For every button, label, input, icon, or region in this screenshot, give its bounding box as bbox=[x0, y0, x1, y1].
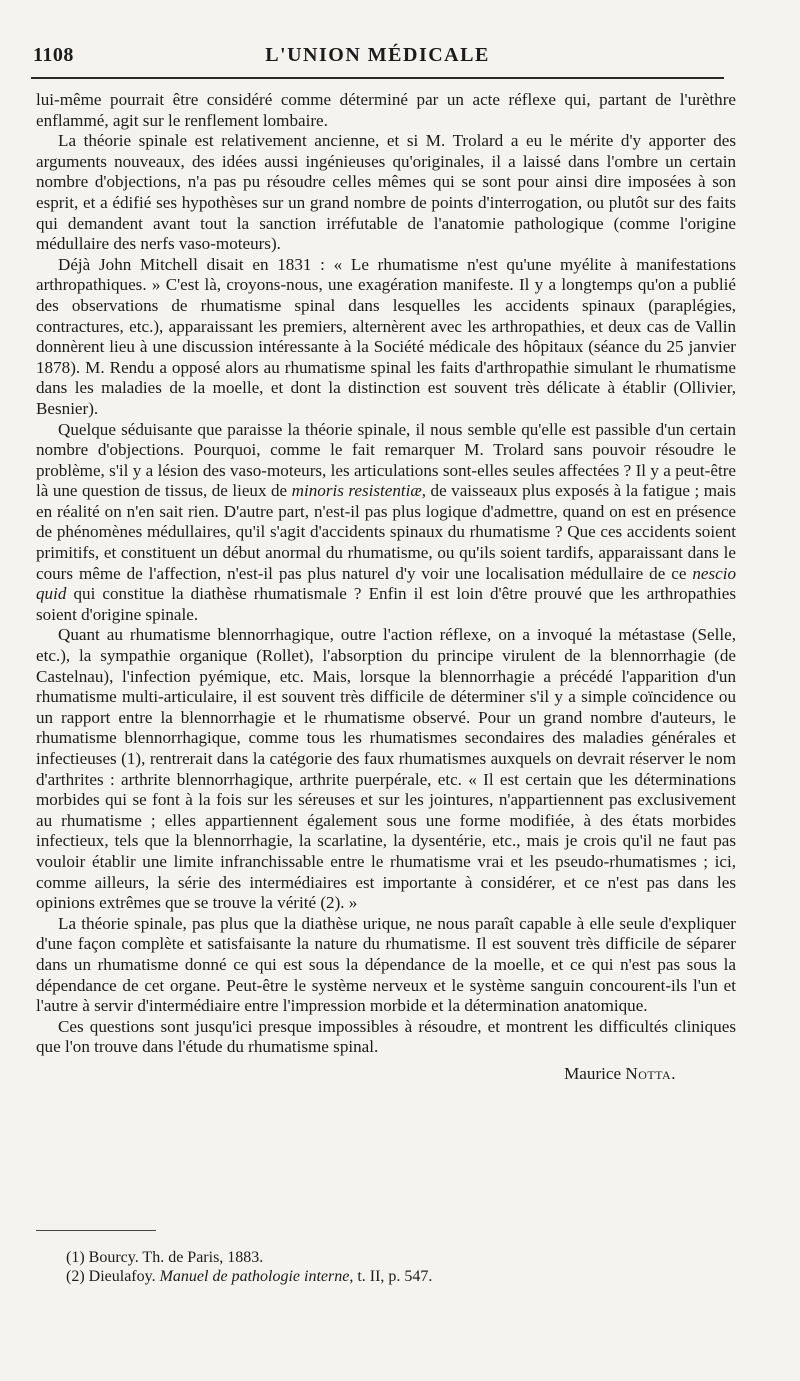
paragraph-3-part-2: , de vaisseaux plus exposés à la fatigue ; mais en réalité on n'en sait rien. D'autre part, n'est-il pas plus logique d'admettre, quand on est en présence de phénomènes médullaires, qu'il s'agit d'accidents spinaux du rhumatisme ? Que ces accidents soient primitifs, et constituent un début anormal du rhumatisme, ou qu'ils soient tardifs, apparaissant dans le cours même de l'affection, n'est-il pas plus naturel d'y voir une localisation médullaire de ce bbox=[36, 481, 736, 583]
signature-first-name: Maurice bbox=[564, 1063, 622, 1083]
paragraph-6: Ces questions sont jusqu'ici presque impossibles à résoudre, et montrent les difficultés cliniques que l'on trouve dans l'étude du rhumatisme spinal. bbox=[36, 1016, 736, 1057]
footnotes bbox=[66, 1248, 726, 1286]
paragraph-1: La théorie spinale est relativement ancienne, et si M. Trolard a eu le mérite d'y apporter des arguments nouveaux, des idées aussi ingénieuses qu'originales, il a laissé dans l'ombre un certain nombre d'objections, n'a pas pu résoudre celles mêmes qui se sont pour ainsi dire imposées à son esprit, et a édifié ses hypothèses sur un grand nombre de points d'interrogation, ou plutôt sur des faits qui demandent avant tout la sanction irréfutable de l'anatomie pathologique (comme l'origine médullaire des nerfs vaso-moteurs). bbox=[36, 131, 736, 254]
latin-phrase-minoris: minoris resistentiæ bbox=[291, 481, 422, 501]
paragraph-5: La théorie spinale, pas plus que la diathèse urique, ne nous paraît capable à elle seule d'expliquer d'une façon complète et satisfaisante la nature du rhumatisme. Il est souvent très difficile de séparer dans un rhumatisme donné ce qui est sous la dépendance de la moelle, et ce qui n'est pas sous la dépendance de cet organe. Peut-être le système nerveux et le système sanguin concourent-ils l'un et l'autre à servir d'intermédiaire entre l'impression morbide et la détermination anatomique. bbox=[36, 913, 736, 1016]
article-body bbox=[36, 90, 736, 1085]
paragraph-3 bbox=[36, 420, 736, 626]
footnote-1-text: Bourcy. Th. de Paris, 1883. bbox=[88, 1249, 264, 1266]
paragraph-4: Quant au rhumatisme blennorrhagique, outre l'action réflexe, on a invoqué la métastase (Selle, etc.), la sympathie organique (Rollet), l'absorption du principe virulent de la blennorrhagie (de Castelnau), l'infection pyémique, etc. Mais, lorsque la blennorrhagie a précédé l'apparition d'un rhumatisme multi-articulaire, il est souvent très difficile de déterminer s'il y a simple coïncidence ou un rapport entre la blennorrhagie et le rhumatisme observé. Pour un grand nombre d'auteurs, le rhumatisme blennorrhagique, comme tous les rhumatismes secondaires des maladies générales et infectieuses (1), rentrerait dans la catégorie des faux rhumatismes auxquels on devrait réserver le nom d'arthrites : arthrite blennorrhagique, arthrite puerpérale, etc. « Il est certain que les déterminations morbides qui se font à la fois sur les séreuses et sur les jointures, n'appartiennent pas exclusivement au rhumatisme ; elles appartiennent également sous une forme modifiée, à des états morbides infectieux, tels que la blennorrhagie, la scarlatine, la dysentérie, etc., mais je crois qu'il ne faut pas vouloir établir une limite infranchissable entre le rhumatisme vrai et les pseudo-rhumatismes ; ici, comme ailleurs, la série des intermédiaires est importante à considérer, et ce n'est pas dans les opinions extrêmes que se trouve la vérité (2). » bbox=[36, 625, 736, 913]
page-number: 1108 bbox=[33, 43, 74, 66]
footnote-2-book-title: Manuel de pathologie interne bbox=[159, 1268, 350, 1285]
footnote-2-text-0: Dieulafoy. bbox=[88, 1268, 160, 1285]
signature-last-name: Notta. bbox=[625, 1063, 676, 1083]
footnote-rule bbox=[36, 1230, 156, 1231]
footnote-2 bbox=[66, 1267, 726, 1286]
author-signature bbox=[36, 1064, 736, 1085]
paragraph-2: Déjà John Mitchell disait en 1831 : « Le rhumatisme n'est qu'une myélite à manifestations arthropathiques. » C'est là, croyons-nous, une exagération manifeste. Il y a longtemps qu'on a publié des observations de rhumatisme spinal dans lesquelles les accidents spinaux (paraplégies, contractures, etc.), apparaissant les premiers, alternèrent avec les arthropathies, et deux cas de Vallin donnèrent lieu à une discussion intéressante à la Société médicale des hôpitaux (séance du 25 janvier 1878). M. Rendu a opposé alors au rhumatisme spinal les faits d'arthropathie simulant le rhumatisme dans les maladies de la moelle, et dont la distinction est souvent très délicate à établir (Ollivier, Besnier). bbox=[36, 254, 736, 418]
header-rule bbox=[31, 77, 724, 79]
journal-title: L'UNION MÉDICALE bbox=[265, 43, 490, 66]
footnote-2-text-2: , t. II, p. 547. bbox=[349, 1268, 433, 1285]
footnote-1 bbox=[66, 1248, 726, 1267]
latin-phrase-nescio: nescio quid bbox=[36, 563, 736, 604]
footnote-2-marker: (2) bbox=[66, 1268, 85, 1285]
page-header bbox=[33, 40, 722, 70]
footnote-1-marker: (1) bbox=[66, 1249, 85, 1266]
paragraph-0: lui-même pourrait être considéré comme déterminé par un acte réflexe qui, partant de l'urèthre enflammé, agit sur le renflement lombaire. bbox=[36, 90, 736, 130]
paragraph-3-part-0: Quelque séduisante que paraisse la théorie spinale, il nous semble qu'elle est passible d'un certain nombre d'objections. Pourquoi, comme le fait remarquer M. Trolard sans pouvoir résoudre le problème, s'il y a lésion des vaso-moteurs, les articulations sont-elles seules affectées ? Il y a peut-être là une question de tissus, de lieux de bbox=[36, 419, 736, 501]
paragraph-3-part-4: qui constitue la diathèse rhumatismale ? Enfin il est loin d'être prouvé que les arthropathies soient d'origine spinale. bbox=[36, 584, 736, 624]
